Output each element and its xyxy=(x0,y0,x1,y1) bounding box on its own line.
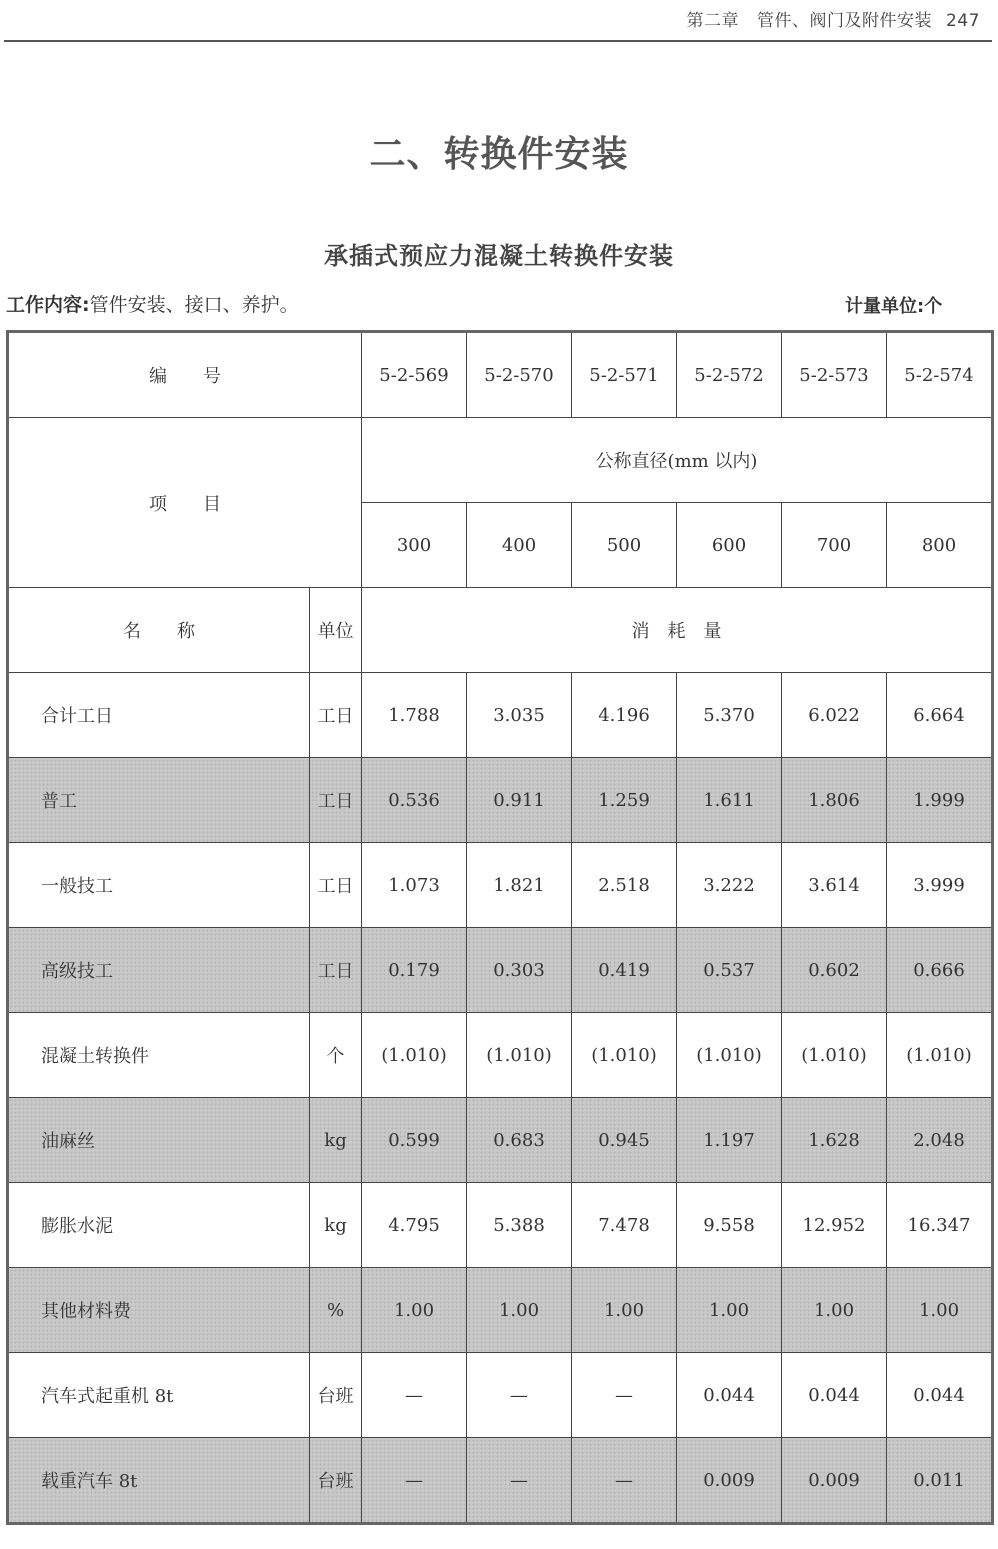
value-cell: 0.044 xyxy=(677,1353,782,1438)
value-cell: 0.011 xyxy=(887,1438,993,1524)
row-unit: % xyxy=(310,1268,362,1353)
work-content xyxy=(6,290,299,317)
measurement-unit: 计量单位:个 xyxy=(845,296,943,317)
value-cell: — xyxy=(467,1353,572,1438)
running-head xyxy=(687,6,980,31)
value-cell: 1.999 xyxy=(887,758,993,843)
value-cell: 9.558 xyxy=(677,1183,782,1268)
value-cell: 0.009 xyxy=(677,1438,782,1524)
diameter-cell: 500 xyxy=(572,503,677,588)
column-header-row xyxy=(8,588,993,673)
sub-title: 承插式预应力混凝土转换件安装 xyxy=(324,241,674,270)
work-content-text: 管件安装、接口、养护。 xyxy=(89,294,299,316)
value-cell: 1.00 xyxy=(572,1268,677,1353)
chapter-title: 管件、阀门及附件安装 xyxy=(757,11,933,31)
value-cell: (1.010) xyxy=(362,1013,467,1098)
value-cell: 0.044 xyxy=(782,1353,887,1438)
value-cell: 4.795 xyxy=(362,1183,467,1268)
table-row xyxy=(8,843,993,928)
row-name: 油麻丝 xyxy=(8,1098,310,1183)
row-unit: 台班 xyxy=(310,1353,362,1438)
value-cell: 0.602 xyxy=(782,928,887,1013)
value-cell: 2.518 xyxy=(572,843,677,928)
value-cell: 0.911 xyxy=(467,758,572,843)
value-cell: 0.945 xyxy=(572,1098,677,1183)
row-unit: kg xyxy=(310,1183,362,1268)
value-cell: 1.00 xyxy=(467,1268,572,1353)
value-cell: 0.599 xyxy=(362,1098,467,1183)
value-cell: (1.010) xyxy=(467,1013,572,1098)
row-name: 其他材料费 xyxy=(8,1268,310,1353)
value-cell: 6.664 xyxy=(887,673,993,758)
table-row xyxy=(8,673,993,758)
value-cell: 1.611 xyxy=(677,758,782,843)
code-cell: 5-2-574 xyxy=(887,332,993,418)
row-name: 载重汽车 8t xyxy=(8,1438,310,1524)
value-cell: (1.010) xyxy=(572,1013,677,1098)
value-cell: 0.536 xyxy=(362,758,467,843)
row-unit: 工日 xyxy=(310,758,362,843)
page-number: 247 xyxy=(946,11,980,31)
row-name: 混凝土转换件 xyxy=(8,1013,310,1098)
value-cell: 1.073 xyxy=(362,843,467,928)
value-cell: — xyxy=(362,1353,467,1438)
value-cell: 3.035 xyxy=(467,673,572,758)
row-name: 高级技工 xyxy=(8,928,310,1013)
value-cell: 1.821 xyxy=(467,843,572,928)
value-cell: 5.370 xyxy=(677,673,782,758)
value-cell: 3.999 xyxy=(887,843,993,928)
row-name: 合计工日 xyxy=(8,673,310,758)
diameter-cell: 400 xyxy=(467,503,572,588)
table-row xyxy=(8,1268,993,1353)
value-cell: — xyxy=(362,1438,467,1524)
value-cell: (1.010) xyxy=(887,1013,993,1098)
value-cell: — xyxy=(467,1438,572,1524)
row-name: 一般技工 xyxy=(8,843,310,928)
row-name: 汽车式起重机 8t xyxy=(8,1353,310,1438)
value-cell: 0.683 xyxy=(467,1098,572,1183)
value-cell: 3.222 xyxy=(677,843,782,928)
value-cell: 1.628 xyxy=(782,1098,887,1183)
value-cell: 0.537 xyxy=(677,928,782,1013)
quota-table xyxy=(6,330,994,1525)
table-row xyxy=(8,1013,993,1098)
section-title: 二、转换件安装 xyxy=(369,134,629,175)
consumption-label: 消 耗 量 xyxy=(362,588,993,673)
value-cell: 6.022 xyxy=(782,673,887,758)
value-cell: — xyxy=(572,1438,677,1524)
value-cell: 1.00 xyxy=(677,1268,782,1353)
row-unit: 工日 xyxy=(310,673,362,758)
row-unit: 工日 xyxy=(310,928,362,1013)
value-cell: 3.614 xyxy=(782,843,887,928)
value-cell: 1.806 xyxy=(782,758,887,843)
value-cell: (1.010) xyxy=(677,1013,782,1098)
table-row xyxy=(8,758,993,843)
code-cell: 5-2-573 xyxy=(782,332,887,418)
value-cell: 0.666 xyxy=(887,928,993,1013)
row-name: 膨胀水泥 xyxy=(8,1183,310,1268)
value-cell: 0.179 xyxy=(362,928,467,1013)
unit-label: 单位 xyxy=(310,588,362,673)
table-row xyxy=(8,1438,993,1524)
code-cell: 5-2-572 xyxy=(677,332,782,418)
value-cell: 16.347 xyxy=(887,1183,993,1268)
code-cell: 5-2-570 xyxy=(467,332,572,418)
value-cell: 2.048 xyxy=(887,1098,993,1183)
row-name: 普工 xyxy=(8,758,310,843)
item-label: 项 目 xyxy=(8,418,362,588)
table-row xyxy=(8,928,993,1013)
value-cell: 0.303 xyxy=(467,928,572,1013)
table-row xyxy=(8,1183,993,1268)
value-cell: 1.00 xyxy=(782,1268,887,1353)
value-cell: 0.009 xyxy=(782,1438,887,1524)
diameter-cell: 300 xyxy=(362,503,467,588)
work-content-label: 工作内容: xyxy=(6,294,90,316)
row-unit: 工日 xyxy=(310,843,362,928)
chapter-number: 第二章 xyxy=(686,11,740,31)
value-cell: 1.788 xyxy=(362,673,467,758)
value-cell: 1.00 xyxy=(362,1268,467,1353)
value-cell: 1.259 xyxy=(572,758,677,843)
value-cell: — xyxy=(572,1353,677,1438)
table-row xyxy=(8,1353,993,1438)
row-unit: kg xyxy=(310,1098,362,1183)
value-cell: 7.478 xyxy=(572,1183,677,1268)
value-cell: 0.419 xyxy=(572,928,677,1013)
name-label: 名 称 xyxy=(8,588,310,673)
value-cell: 0.044 xyxy=(887,1353,993,1438)
header-rule xyxy=(4,40,992,42)
value-cell: 12.952 xyxy=(782,1183,887,1268)
diameter-header: 公称直径(mm 以内) xyxy=(362,418,993,503)
row-unit: 台班 xyxy=(310,1438,362,1524)
value-cell: 5.388 xyxy=(467,1183,572,1268)
value-cell: 4.196 xyxy=(572,673,677,758)
diameter-cell: 800 xyxy=(887,503,993,588)
code-row xyxy=(8,332,993,418)
item-row xyxy=(8,418,993,503)
diameter-cell: 700 xyxy=(782,503,887,588)
row-unit: 个 xyxy=(310,1013,362,1098)
code-cell: 5-2-571 xyxy=(572,332,677,418)
value-cell: 1.197 xyxy=(677,1098,782,1183)
code-label: 编 号 xyxy=(8,332,362,418)
table-row xyxy=(8,1098,993,1183)
diameter-cell: 600 xyxy=(677,503,782,588)
value-cell: (1.010) xyxy=(782,1013,887,1098)
code-cell: 5-2-569 xyxy=(362,332,467,418)
value-cell: 1.00 xyxy=(887,1268,993,1353)
